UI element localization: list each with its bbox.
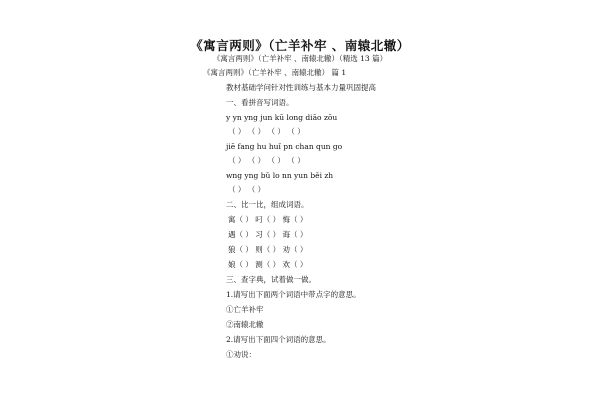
document-subtitle: 《寓言两则》（亡羊补牢 、南辕北辙）（精选 13 篇） xyxy=(212,54,388,63)
compare-line-3: 狼（ ） 则（ ） 劝（ ） xyxy=(228,245,308,254)
compare-line-4: 娘（ ） 测（ ） 欢（ ） xyxy=(228,260,308,269)
blanks-line-2: （ ） （ ） （ ） （ ） xyxy=(228,156,305,165)
pinyin-line-1: y yn yng jun kū long diāo zōu xyxy=(226,113,338,122)
question-1-item-a: ①亡羊补牢 xyxy=(226,305,264,314)
header-line: 《寓言两则》（亡羊补牢 、南辕北辙） 篇 1 xyxy=(203,68,347,77)
question-2: 2.请写出下面四个词语的意思。 xyxy=(226,335,331,344)
document-title: 《寓言两则》（亡羊补牢 、南辕北辙） xyxy=(190,38,410,53)
section-3-heading: 三、查字典，试着做一做。 xyxy=(226,275,316,284)
question-1-item-b: ②南辕北辙 xyxy=(226,320,264,329)
compare-line-2: 遇（ ） 习（ ） 诲（ ） xyxy=(228,230,308,239)
section-1-heading: 一、看拼音写词语。 xyxy=(226,98,294,107)
question-2-item-a: ①劝说： xyxy=(226,350,256,359)
compare-line-1: 寓（ ） 叼（ ） 悔（ ） xyxy=(228,215,308,224)
intro-line: 教材基础学问针对性训练与基本力量巩固提高 xyxy=(226,83,376,92)
blanks-line-3: （ ） （ ） xyxy=(228,185,266,194)
pinyin-line-3: wng yng bǔ lo nn yun běi zh xyxy=(226,171,334,180)
pinyin-line-2: jiē fang hu huǐ pn chan qun go xyxy=(226,142,343,151)
question-1: 1.请写出下面两个词语中带点字的意思。 xyxy=(226,290,361,299)
blanks-line-1: （ ） （ ） （ ） （ ） xyxy=(228,127,305,136)
section-2-heading: 二、比一比，组成词语。 xyxy=(226,200,309,209)
